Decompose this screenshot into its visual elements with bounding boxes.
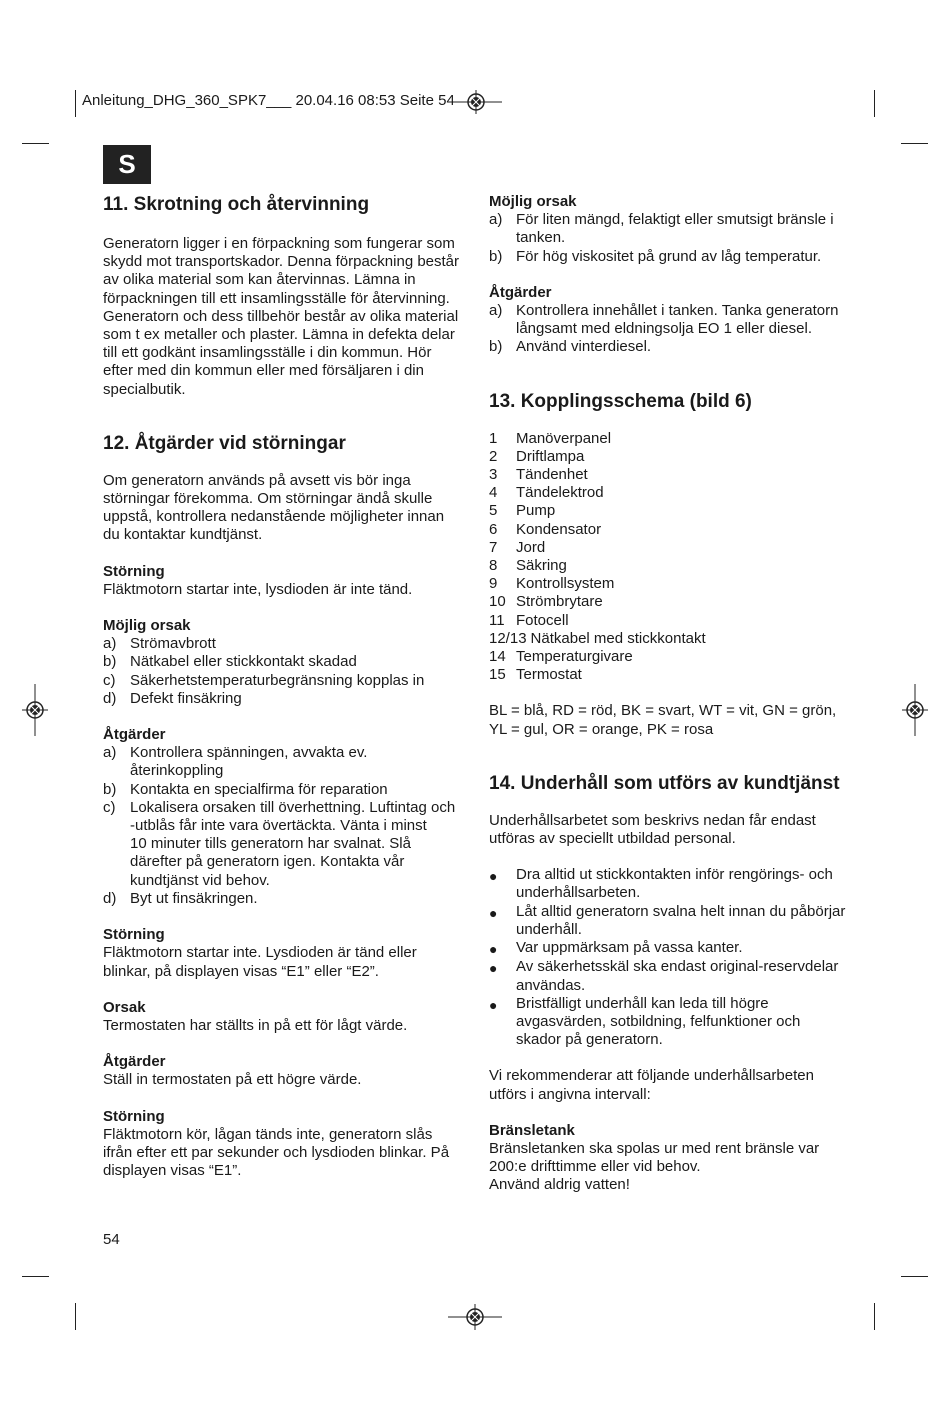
paragraph-line: Om generatorn används på avsett vis bör inga: [103, 471, 411, 489]
list-item: 11 Fotocell: [489, 611, 569, 629]
paragraph-line: Fläktmotorn startar inte. Lysdioden är tänd eller: [103, 944, 417, 962]
list-item: c) Lokalisera orsaken till överhettning. Luftintag och -utblås får inte vara övertäckta. Vänta i minst 10 minuter tills generatorn har svalnat. Slå därefter på generatorn igen. Kontakta vår kundtjänst vid behov.: [103, 798, 456, 889]
paragraph-line: utföras av speciellt utbildad personal.: [489, 830, 736, 848]
paragraph-line: Fläktmotorn kör, lågan tänds inte, generatorn slås: [103, 1125, 433, 1143]
subheading: Bränsletank: [489, 1121, 575, 1139]
action-list: [489, 302, 859, 357]
subheading: Åtgärder: [489, 283, 552, 301]
right-column: [489, 193, 859, 1195]
list-item: 14 Temperaturgivare: [489, 648, 633, 666]
subheading: Orsak: [103, 998, 146, 1016]
subheading: Störning: [103, 1107, 165, 1125]
list-item: b) För hög viskositet på grund av låg temperatur.: [489, 247, 822, 265]
paragraph-line: Underhållsarbetet som beskrivs nedan får endast: [489, 811, 816, 829]
cause-list: [489, 211, 859, 266]
list-item: 9 Kontrollsystem: [489, 575, 615, 593]
section-12-title: 12. Åtgärder vid störningar: [103, 432, 346, 454]
registration-mark-icon: [448, 1304, 502, 1330]
list-item: 3 Tändenhet: [489, 466, 588, 484]
paragraph-line: Bränsletanken ska spolas ur med rent bränsle var: [489, 1139, 820, 1157]
page-number: 54: [103, 1231, 120, 1248]
list-item: 8 Säkring: [489, 557, 567, 575]
color-code-line: BL = blå, RD = röd, BK = svart, WT = vit, GN = grön,: [489, 702, 837, 720]
paragraph-line: Termostaten har ställts in på ett för lågt värde.: [103, 1016, 408, 1034]
list-item: 7 Jord: [489, 538, 546, 556]
paragraph-line: Vi rekommenderar att följande underhållsarbeten: [489, 1067, 814, 1085]
paragraph-line: utförs i angivna intervall:: [489, 1085, 651, 1103]
list-item: a) Strömavbrott: [103, 635, 216, 653]
paragraph-line: specialbutik.: [103, 380, 186, 398]
list-item: a) Kontrollera spänningen, avvakta ev. återinkoppling: [103, 744, 368, 780]
subheading: Åtgärder: [103, 1053, 166, 1071]
list-item: 15 Termostat: [489, 666, 582, 684]
paragraph-line: 200:e drifttimme eller vid behov.: [489, 1158, 701, 1176]
paragraph-line: Fläktmotorn startar inte, lysdioden är inte tänd.: [103, 580, 413, 598]
list-item: a) För liten mängd, felaktigt eller smutsigt bränsle i tanken.: [489, 211, 834, 247]
bullet-icon: ●: [489, 941, 498, 958]
list-item: 10 Strömbrytare: [489, 593, 603, 611]
registration-mark-icon: [902, 684, 928, 736]
subheading: Möjlig orsak: [103, 617, 191, 635]
crop-mark: [75, 90, 76, 117]
list-item: 6 Kondensator: [489, 520, 602, 538]
bullet-icon: ●: [489, 996, 498, 1013]
paragraph-line: förpackningen till ett insamlingsställe för återvinning.: [103, 289, 450, 307]
bullet-icon: ●: [489, 904, 498, 921]
list-item: ● Var uppmärksam på vassa kanter.: [489, 939, 743, 958]
paragraph-line: Använd aldrig vatten!: [489, 1176, 630, 1194]
section-13-title: 13. Kopplingsschema (bild 6): [489, 390, 752, 412]
bullet-icon: ●: [489, 960, 498, 977]
left-column: [103, 193, 473, 1180]
list-item: ● Av säkerhetsskäl ska endast original-reservdelar användas.: [489, 958, 839, 994]
paragraph-line: till ett godkänt insamlingsställe i din kommun. Hör: [103, 344, 432, 362]
list-item: 1 Manöverpanel: [489, 429, 612, 447]
wiring-legend-list: [489, 430, 859, 685]
list-item: b) Kontakta en specialfirma för reparation: [103, 780, 388, 798]
registration-mark-icon: [22, 684, 48, 736]
language-tab: S: [103, 145, 151, 184]
paragraph-line: displayen visas “E1”.: [103, 1162, 242, 1180]
print-header: Anleitung_DHG_360_SPK7___ 20.04.16 08:53 Seite 54: [82, 92, 455, 109]
list-item: d) Byt ut finsäkringen.: [103, 889, 258, 907]
registration-mark-icon: [450, 90, 502, 114]
paragraph-line: du kontaktar kundtjänst.: [103, 526, 263, 544]
list-item: 2 Driftlampa: [489, 447, 585, 465]
paragraph-line: blinkar, på displayen visas “E1” eller “E2”.: [103, 962, 379, 980]
subheading: Åtgärder: [103, 726, 166, 744]
paragraph-line: efter med din kommun eller med försäljaren i din: [103, 362, 424, 380]
crop-mark: [901, 1276, 928, 1277]
action-list: [103, 744, 473, 908]
section-14-title: 14. Underhåll som utförs av kundtjänst: [489, 772, 840, 794]
paragraph-line: Generatorn ligger i en förpackning som fungerar som: [103, 235, 455, 252]
list-item: 5 Pump: [489, 502, 556, 520]
cause-list: [103, 635, 473, 708]
subheading: Möjlig orsak: [489, 193, 577, 210]
paragraph-line: uppstå, kontrollera nedanstående möjligheter innan: [103, 508, 445, 526]
list-item: 4 Tändelektrod: [489, 484, 604, 502]
crop-mark: [874, 1303, 875, 1330]
maintenance-bullets: [489, 866, 859, 1049]
paragraph-line: Ställ in termostaten på ett högre värde.: [103, 1071, 362, 1089]
crop-mark: [901, 143, 928, 144]
bullet-icon: ●: [489, 868, 498, 885]
paragraph-line: ifrån efter ett par sekunder och lysdioden blinkar. På: [103, 1143, 450, 1161]
crop-mark: [22, 1276, 49, 1277]
list-item: ● Dra alltid ut stickkontakten inför rengörings- och underhållsarbeten.: [489, 866, 833, 902]
list-item: b) Använd vinterdiesel.: [489, 338, 652, 356]
paragraph-line: störningar förekomma. Om störningar ändå skulle: [103, 490, 433, 508]
crop-mark: [75, 1303, 76, 1330]
list-item: a) Kontrollera innehållet i tanken. Tanka generatorn långsamt med eldningsolja EO 1 eller diesel.: [489, 302, 839, 338]
color-code-line: YL = gul, OR = orange, PK = rosa: [489, 720, 714, 738]
subheading: Störning: [103, 926, 165, 944]
crop-mark: [874, 90, 875, 117]
list-item: c) Säkerhetstemperaturbegränsning kopplas in: [103, 671, 425, 689]
list-item: b) Nätkabel eller stickkontakt skadad: [103, 653, 357, 671]
paragraph-line: av olika material som kan återvinnas. Lämna in: [103, 271, 416, 289]
list-item: ● Bristfälligt underhåll kan leda till högre avgasvärden, sotbildning, felfunktioner och skador på generatorn.: [489, 994, 801, 1049]
list-item: 12/13 Nätkabel med stickkontakt: [489, 629, 706, 647]
list-item: ● Låt alltid generatorn svalna helt innan du påbörjar underhåll.: [489, 902, 846, 938]
paragraph-line: som t ex metaller och plaster. Lämna in defekta delar: [103, 326, 455, 344]
section-11-title: 11. Skrotning och återvinning: [103, 194, 370, 215]
subheading: Störning: [103, 562, 165, 580]
crop-mark: [22, 143, 49, 144]
paragraph-line: skydd mot transportskador. Denna förpackning består: [103, 253, 460, 271]
paragraph-line: Generatorn och dess tillbehör består av olika material: [103, 307, 459, 325]
list-item: d) Defekt finsäkring: [103, 689, 242, 707]
